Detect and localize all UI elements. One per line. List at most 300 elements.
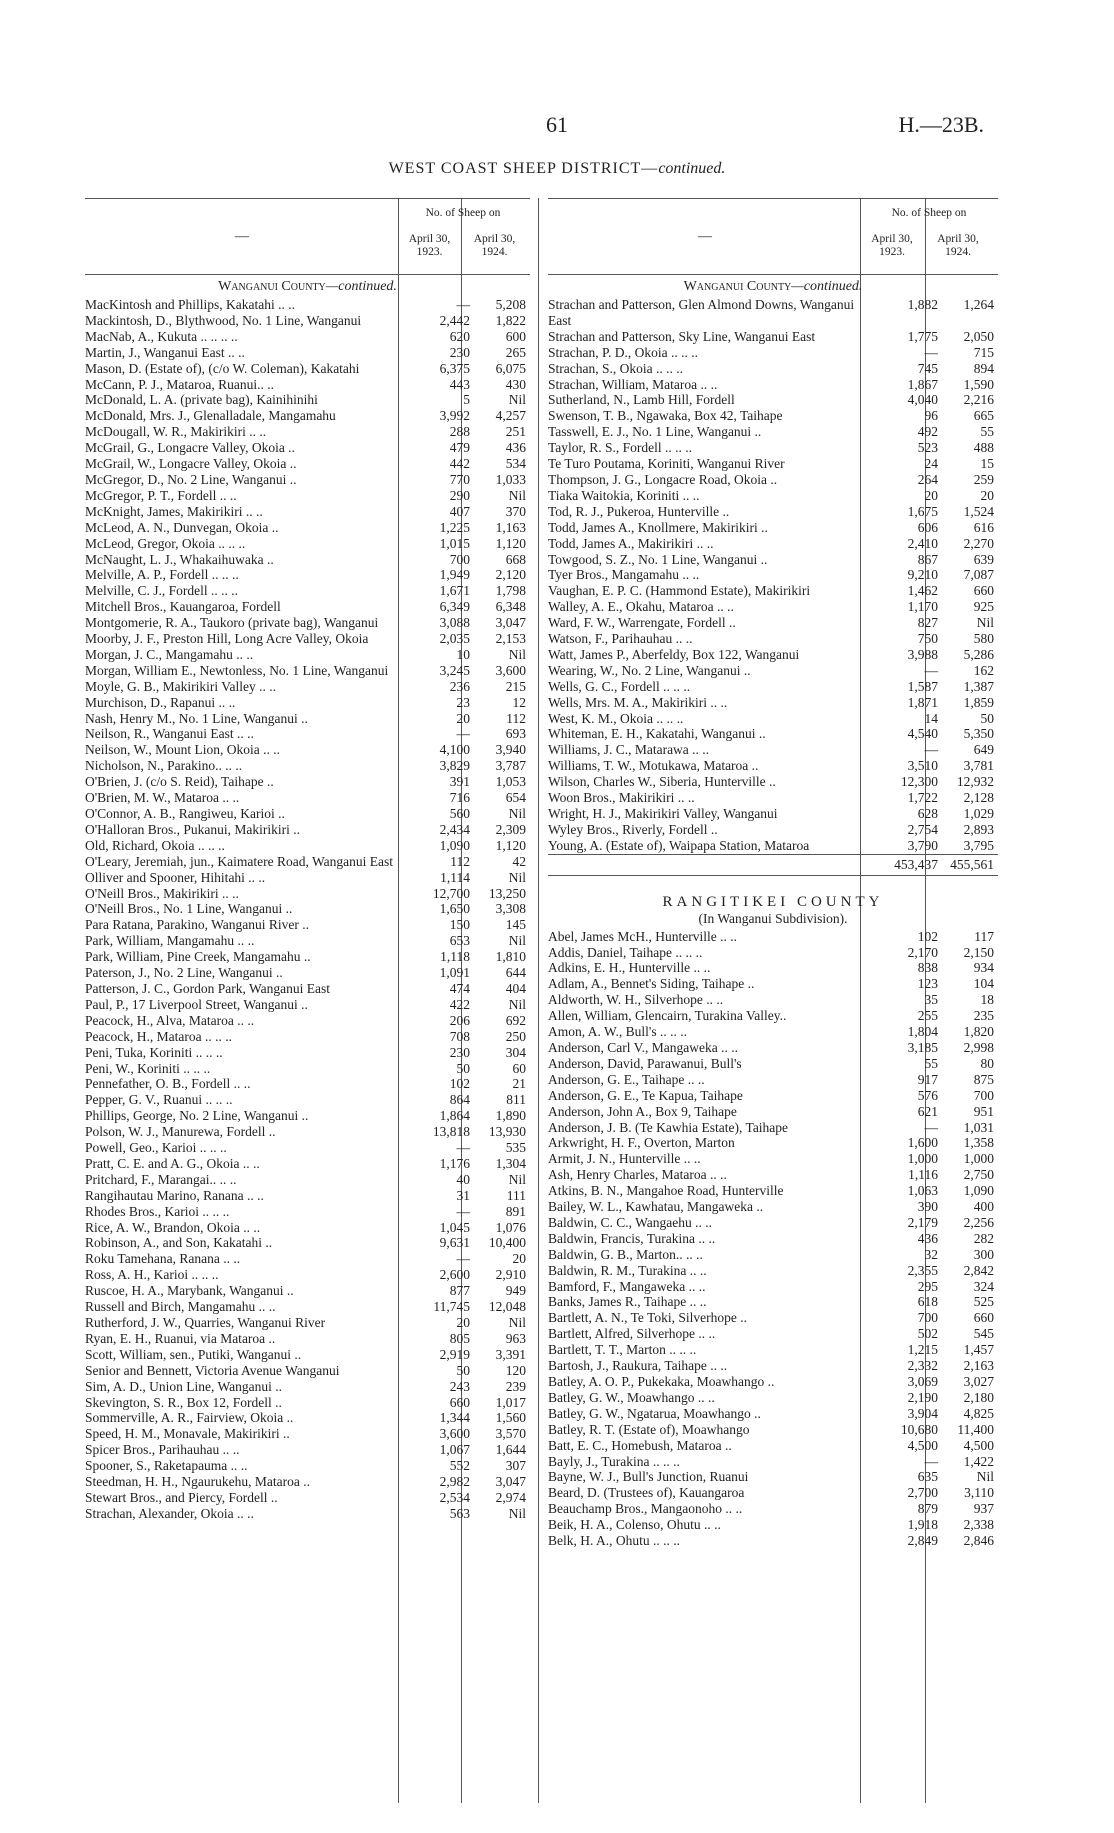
count-1923-cell: 295 xyxy=(917,1278,938,1294)
owner-name-cell: Rangihautau Marino, Ranana .. .. xyxy=(85,1187,264,1203)
count-1923-cell: 32 xyxy=(924,1246,938,1262)
count-1924-cell: 2,163 xyxy=(963,1358,994,1374)
count-1924-cell: 13,250 xyxy=(488,885,526,901)
count-1924-cell: 1,033 xyxy=(495,471,526,487)
owner-name-cell: Ash, Henry Charles, Mataroa .. .. xyxy=(548,1167,727,1183)
count-1923-cell: 236 xyxy=(449,678,470,694)
count-1924-cell: 1,798 xyxy=(495,583,526,599)
totals-table xyxy=(548,854,998,876)
count-1924-cell: 2,910 xyxy=(495,1267,526,1283)
owner-name-cell: Batley, G. W., Moawhango .. .. xyxy=(548,1389,715,1405)
table-row xyxy=(548,1247,998,1263)
table-row xyxy=(85,981,530,997)
county-continued: —continued. xyxy=(791,279,863,294)
table-row xyxy=(85,1315,530,1331)
count-1924-cell: 1,820 xyxy=(963,1024,994,1040)
owner-name-cell: Anderson, Carl V., Mangaweka .. .. xyxy=(548,1039,738,1055)
table-row xyxy=(548,361,998,377)
count-1924-cell: 42 xyxy=(512,853,526,869)
count-1923-cell: 50 xyxy=(456,1060,470,1076)
owner-name-cell: Ryan, E. H., Ruanui, via Mataroa .. xyxy=(85,1330,276,1346)
count-1923-cell: 50 xyxy=(456,1362,470,1378)
table-row xyxy=(548,929,998,945)
owner-name-cell: Addis, Daniel, Taihape .. .. .. xyxy=(548,944,703,960)
table-row xyxy=(548,1040,998,1056)
table-row xyxy=(85,1299,530,1315)
rangitikei-sheep-table xyxy=(548,929,998,1549)
count-1924-cell: 1,644 xyxy=(495,1442,526,1458)
count-1924-cell: 2,128 xyxy=(963,790,994,806)
owner-name-cell: McCann, P. J., Mataroa, Ruanui.. .. xyxy=(85,376,274,392)
table-row xyxy=(548,1199,998,1215)
table-row xyxy=(85,1124,530,1140)
table-row xyxy=(85,1426,530,1442)
table-row xyxy=(548,552,998,568)
count-1923-cell: 1,462 xyxy=(907,583,938,599)
table-row xyxy=(548,726,998,742)
count-1924-cell: 1,053 xyxy=(495,774,526,790)
count-1924-cell: 3,787 xyxy=(495,758,526,774)
count-1923-cell: 230 xyxy=(449,1044,470,1060)
table-row xyxy=(548,1151,998,1167)
count-1923-cell: 1,600 xyxy=(907,1135,938,1151)
owner-name-cell: Batley, G. W., Ngatarua, Moawhango .. xyxy=(548,1405,761,1421)
count-1924-cell: 60 xyxy=(512,1060,526,1076)
owner-name-cell: Williams, J. C., Matarawa .. .. xyxy=(548,742,710,758)
owner-name-cell: Senior and Bennett, Victoria Avenue Wanganui xyxy=(85,1362,340,1378)
count-1923-cell: 750 xyxy=(917,631,938,647)
owner-name-cell: Melville, C. J., Fordell .. .. .. xyxy=(85,583,238,599)
table-row xyxy=(548,583,998,599)
owner-name-cell: Atkins, B. N., Mangahoe Road, Hunterville xyxy=(548,1183,784,1199)
count-1924-cell: 3,391 xyxy=(495,1346,526,1362)
owner-name-cell: West, K. M., Okoia .. .. .. xyxy=(548,710,684,726)
owner-name-cell: Patterson, J. C., Gordon Park, Wanganui East xyxy=(85,980,331,996)
table-row xyxy=(85,1267,530,1283)
owner-name-cell: Melville, A. P., Fordell .. .. .. xyxy=(85,567,239,583)
owner-name-cell: Beard, D. (Trustees of), Kauangaroa xyxy=(548,1485,745,1501)
table-row xyxy=(548,647,998,663)
owner-name-cell: Vaughan, E. P. C. (Hammond Estate), Makirikiri xyxy=(548,583,811,599)
count-1924-cell: 7,087 xyxy=(963,567,994,583)
left-column xyxy=(85,198,530,1522)
count-1923-cell: 1,215 xyxy=(907,1342,938,1358)
owner-name-cell: Abel, James McH., Hunterville .. .. xyxy=(548,928,737,944)
count-1924-cell: 80 xyxy=(980,1055,994,1071)
table-row xyxy=(548,1358,998,1374)
count-1923-cell: 1,045 xyxy=(439,1219,470,1235)
table-row xyxy=(548,1374,998,1390)
count-1923-cell: 4,500 xyxy=(907,1437,938,1453)
count-1924-cell: 307 xyxy=(505,1458,526,1474)
count-1923-cell: 436 xyxy=(917,1230,938,1246)
count-1923-cell: 6,349 xyxy=(439,599,470,615)
table-row xyxy=(85,790,530,806)
count-1924-cell: 5,208 xyxy=(495,297,526,312)
owner-name-cell: Batley, R. T. (Estate of), Moawhango xyxy=(548,1421,750,1437)
count-1924-cell: 239 xyxy=(505,1378,526,1394)
count-1923-cell: 700 xyxy=(917,1310,938,1326)
table-row xyxy=(85,1331,530,1347)
count-1924-cell: 2,050 xyxy=(963,328,994,344)
count-1923-cell: — xyxy=(924,1119,938,1135)
count-1924-cell: 1,090 xyxy=(963,1183,994,1199)
table-row xyxy=(548,838,998,854)
count-1923-cell: 917 xyxy=(917,1071,938,1087)
col-header-1924: April 30, 1924. xyxy=(473,233,516,258)
count-1924-cell: 580 xyxy=(973,631,994,647)
count-1924-cell: 600 xyxy=(505,328,526,344)
table-row xyxy=(548,631,998,647)
table-row xyxy=(85,838,530,854)
district-title xyxy=(0,160,1114,178)
count-1924-cell: 5,350 xyxy=(963,726,994,742)
owner-name-cell: Bayly, J., Turakina .. .. .. xyxy=(548,1453,680,1469)
count-1923-cell: 3,904 xyxy=(907,1405,938,1421)
count-1923-cell: 5 xyxy=(463,392,470,408)
total-1923: 453,437 xyxy=(886,854,942,875)
sheet-code: H.—23B. xyxy=(898,112,984,137)
table-row xyxy=(85,758,530,774)
count-1923-cell: 2,849 xyxy=(907,1533,938,1549)
owner-name-cell: Anderson, David, Parawanui, Bull's xyxy=(548,1055,742,1071)
count-1923-cell: 2,700 xyxy=(907,1485,938,1501)
right-table-header xyxy=(548,198,998,275)
owner-name-cell: Spooner, S., Raketapauma .. .. xyxy=(85,1458,248,1474)
owner-name-cell: Baldwin, R. M., Turakina .. .. xyxy=(548,1262,707,1278)
count-1924-cell: 4,500 xyxy=(963,1437,994,1453)
owner-name-cell: Te Turo Poutama, Koriniti, Wanganui River xyxy=(548,456,785,472)
owner-name-cell: Baldwin, G. B., Marton.. .. .. xyxy=(548,1246,703,1262)
count-1923-cell: 1,116 xyxy=(908,1167,938,1183)
owner-name-cell: Adkins, E. H., Hunterville .. .. xyxy=(548,960,711,976)
count-1924-cell: 665 xyxy=(973,408,994,424)
owner-name-cell: Pritchard, F., Marangai.. .. .. xyxy=(85,1171,237,1187)
owner-name-cell: Russell and Birch, Mangamahu .. .. xyxy=(85,1299,276,1315)
count-1924-cell: Nil xyxy=(976,1469,994,1485)
count-1924-cell: 50 xyxy=(980,710,994,726)
count-1924-cell: 20 xyxy=(512,1251,526,1267)
count-1923-cell: 1,804 xyxy=(907,1024,938,1040)
table-row xyxy=(548,695,998,711)
table-row xyxy=(548,806,998,822)
table-row xyxy=(548,1501,998,1517)
count-1924-cell: 660 xyxy=(973,1310,994,1326)
count-1924-cell: 545 xyxy=(973,1326,994,1342)
count-1924-cell: 3,047 xyxy=(495,615,526,631)
count-1923-cell: 6,375 xyxy=(439,360,470,376)
count-1924-cell: 2,216 xyxy=(963,392,994,408)
count-1924-cell: 3,027 xyxy=(963,1374,994,1389)
owner-name-cell: McGregor, D., No. 2 Line, Wanganui .. xyxy=(85,471,297,487)
count-1923-cell: 55 xyxy=(924,1055,938,1071)
owner-name-cell: Ward, F. W., Warrengate, Fordell .. xyxy=(548,615,736,631)
owner-name-cell: Strachan, P. D., Okoia .. .. .. xyxy=(548,344,698,360)
table-row xyxy=(85,345,530,361)
table-row xyxy=(548,392,998,408)
count-1924-cell: 2,338 xyxy=(963,1517,994,1533)
count-1923-cell: 1,063 xyxy=(907,1183,938,1199)
table-row xyxy=(85,1156,530,1172)
owner-name-cell: Beauchamp Bros., Mangaonoho .. .. xyxy=(548,1501,743,1517)
page-number: 61 xyxy=(546,112,568,137)
owner-name-cell: Whiteman, E. H., Kakatahi, Wanganui .. xyxy=(548,726,766,742)
owner-name-cell: Skevington, S. R., Box 12, Fordell .. xyxy=(85,1394,282,1410)
count-1923-cell: 2,919 xyxy=(439,1346,470,1362)
count-1924-cell: 13,930 xyxy=(488,1124,526,1140)
count-1923-cell: 879 xyxy=(917,1501,938,1517)
totals-spacer xyxy=(548,854,886,875)
owner-name-cell: Wilson, Charles W., Siberia, Hunterville .. xyxy=(548,774,776,790)
owner-name-cell: Strachan and Patterson, Sky Line, Wanganui East xyxy=(548,328,816,344)
count-1924-cell: 2,309 xyxy=(495,821,526,837)
table-row xyxy=(548,742,998,758)
table-row xyxy=(548,1438,998,1454)
count-1923-cell: 3,829 xyxy=(439,758,470,774)
count-1924-cell: 20 xyxy=(980,487,994,503)
owner-name-cell: Powell, Geo., Karioi .. .. .. xyxy=(85,1140,227,1156)
owner-name-cell: Wright, H. J., Makirikiri Valley, Wanganui xyxy=(548,806,778,821)
count-1923-cell: 14 xyxy=(924,710,938,726)
table-row xyxy=(85,631,530,647)
owner-name-cell: Sim, A. D., Union Line, Wanganui .. xyxy=(85,1378,283,1394)
count-1923-cell: 290 xyxy=(449,487,470,503)
owner-name-cell: Phillips, George, No. 2 Line, Wanganui .. xyxy=(85,1108,309,1124)
count-1924-cell: 259 xyxy=(973,471,994,487)
owner-name-cell: Baldwin, C. C., Wangaehu .. .. xyxy=(548,1214,713,1230)
owner-name-cell: Morgan, J. C., Mangamahu .. .. xyxy=(85,646,254,662)
count-1923-cell: 3,185 xyxy=(907,1039,938,1055)
count-1924-cell: 934 xyxy=(973,960,994,976)
table-row xyxy=(548,774,998,790)
count-1923-cell: 12,700 xyxy=(432,885,470,901)
owner-name-cell: McDougall, W. R., Makirikiri .. .. xyxy=(85,424,267,440)
owner-name-cell: Murchison, D., Rapanui .. .. xyxy=(85,694,236,710)
table-row xyxy=(85,1395,530,1411)
table-row xyxy=(548,1135,998,1151)
owner-name-cell: Roku Tamehana, Ranana .. .. xyxy=(85,1251,241,1267)
count-1924-cell: 715 xyxy=(973,344,994,360)
table-row xyxy=(548,1294,998,1310)
count-1923-cell: 877 xyxy=(449,1283,470,1299)
count-1924-cell: 111 xyxy=(506,1187,526,1203)
count-1924-cell: 2,750 xyxy=(963,1167,994,1183)
table-row xyxy=(548,1088,998,1104)
count-1923-cell: 4,540 xyxy=(907,726,938,742)
count-1924-cell: 1,590 xyxy=(963,376,994,392)
owner-name-cell: Belk, H. A., Ohutu .. .. .. xyxy=(548,1533,681,1549)
owner-name-cell: Park, William, Mangamahu .. .. xyxy=(85,933,255,949)
owner-name-cell: McNaught, L. J., Whakaihuwaka .. xyxy=(85,551,274,567)
count-1923-cell: 1,176 xyxy=(439,1155,470,1171)
count-1923-cell: 1,118 xyxy=(440,949,470,965)
count-1924-cell: 3,600 xyxy=(495,662,526,678)
table-row xyxy=(85,1458,530,1474)
table-row xyxy=(85,1172,530,1188)
count-1923-cell: 621 xyxy=(917,1103,938,1119)
owner-name-cell: Neilson, R., Wanganui East .. .. xyxy=(85,726,254,742)
count-1924-cell: 324 xyxy=(973,1278,994,1294)
count-1923-cell: 628 xyxy=(917,806,938,821)
table-row xyxy=(85,933,530,949)
owner-name-cell: Pennefather, O. B., Fordell .. .. xyxy=(85,1076,251,1092)
count-1924-cell: 1,387 xyxy=(963,678,994,694)
count-1923-cell: 31 xyxy=(456,1187,470,1203)
count-1924-cell: 1,017 xyxy=(495,1394,526,1410)
count-1923-cell: 745 xyxy=(917,360,938,376)
count-1924-cell: 112 xyxy=(506,710,526,726)
table-row xyxy=(85,1235,530,1251)
owner-name-cell: Rutherford, J. W., Quarries, Wanganui River xyxy=(85,1315,326,1330)
owner-name-cell: MacKintosh and Phillips, Kakatahi .. .. xyxy=(85,297,295,312)
table-row xyxy=(85,1506,530,1522)
owner-name-cell: Martin, J., Wanganui East .. .. xyxy=(85,344,245,360)
table-row xyxy=(548,1422,998,1438)
count-1924-cell: 644 xyxy=(505,965,526,981)
count-1924-cell: Nil xyxy=(508,1171,526,1187)
count-1924-cell: 4,257 xyxy=(495,408,526,424)
count-1923-cell: 1,650 xyxy=(439,901,470,917)
count-1923-cell: 560 xyxy=(449,806,470,821)
table-row xyxy=(548,1104,998,1120)
count-1924-cell: 963 xyxy=(505,1330,526,1346)
count-1923-cell: 1,867 xyxy=(907,376,938,392)
owner-name-cell: Tasswell, E. J., No. 1 Line, Wanganui .. xyxy=(548,424,762,440)
table-row xyxy=(85,1490,530,1506)
count-1923-cell: 102 xyxy=(917,928,938,944)
count-1923-cell: 1,015 xyxy=(439,535,470,551)
table-row xyxy=(85,567,530,583)
table-row xyxy=(85,1013,530,1029)
count-1924-cell: 2,256 xyxy=(963,1214,994,1230)
owner-name-cell: Todd, James A., Makirikiri .. .. xyxy=(548,535,714,551)
count-1924-cell: 534 xyxy=(505,456,526,472)
owner-name-cell: McLeod, A. N., Dunvegan, Okoia .. xyxy=(85,519,279,535)
owner-name-cell: Bartlett, Alfred, Silverhope .. .. xyxy=(548,1326,716,1342)
owner-name-cell: Watson, F., Parihauhau .. .. xyxy=(548,631,693,647)
count-1924-cell: 654 xyxy=(505,790,526,806)
totals-row xyxy=(548,854,998,875)
count-1923-cell: 23 xyxy=(456,694,470,710)
table-row xyxy=(548,536,998,552)
count-1923-cell: 1,225 xyxy=(439,519,470,535)
count-1923-cell: 9,210 xyxy=(907,567,938,583)
table-row xyxy=(85,1442,530,1458)
table-row xyxy=(85,1474,530,1490)
count-1924-cell: 1,076 xyxy=(495,1219,526,1235)
owner-name-cell: Polson, W. J., Manurewa, Fordell .. xyxy=(85,1124,276,1140)
count-1923-cell: 3,245 xyxy=(439,662,470,678)
count-1924-cell: 5,286 xyxy=(963,646,994,662)
count-1924-cell: 4,825 xyxy=(963,1405,994,1421)
count-1923-cell: 2,332 xyxy=(907,1358,938,1374)
count-1924-cell: 875 xyxy=(973,1071,994,1087)
table-row xyxy=(85,1220,530,1236)
count-1923-cell: 618 xyxy=(917,1294,938,1310)
owner-name-cell: Peacock, H., Alva, Mataroa .. .. xyxy=(85,1012,255,1028)
table-row xyxy=(85,1251,530,1267)
owner-name-cell: Bartosh, J., Raukura, Taihape .. .. xyxy=(548,1358,728,1374)
owner-name-cell: Tiaka Waitokia, Koriniti .. .. xyxy=(548,487,700,503)
count-1923-cell: — xyxy=(456,1140,470,1156)
table-row xyxy=(548,377,998,393)
count-1923-cell: 1,344 xyxy=(439,1410,470,1426)
table-row xyxy=(548,1024,998,1040)
table-row xyxy=(548,1167,998,1183)
table-row xyxy=(85,1140,530,1156)
table-row xyxy=(548,345,998,361)
owner-name-cell: McGregor, P. T., Fordell .. .. xyxy=(85,487,237,503)
count-1923-cell: 4,100 xyxy=(439,742,470,758)
count-1923-cell: — xyxy=(456,726,470,742)
count-1924-cell: 2,846 xyxy=(963,1533,994,1549)
table-row xyxy=(85,536,530,552)
count-1923-cell: 2,190 xyxy=(907,1389,938,1405)
owner-name-cell: Bamford, F., Mangaweka .. .. xyxy=(548,1278,706,1294)
table-row xyxy=(85,1061,530,1077)
count-1923-cell: 492 xyxy=(917,424,938,440)
header-dash: — xyxy=(698,229,712,244)
count-1923-cell: 2,355 xyxy=(907,1262,938,1278)
owner-name-cell: Tyer Bros., Mangamahu .. .. xyxy=(548,567,700,583)
count-1923-cell: 422 xyxy=(449,996,470,1012)
count-1924-cell: 1,029 xyxy=(963,806,994,821)
table-row xyxy=(548,711,998,727)
count-1924-cell: Nil xyxy=(508,869,526,885)
count-1924-cell: 1,524 xyxy=(963,503,994,519)
owner-name-cell: Bartlett, T. T., Marton .. .. .. xyxy=(548,1342,697,1358)
count-1924-cell: 304 xyxy=(505,1044,526,1060)
table-row xyxy=(548,424,998,440)
owner-name-cell: Olliver and Spooner, Hihitahi .. .. xyxy=(85,869,266,885)
sheep-count-group-label: No. of Sheep on xyxy=(891,207,967,219)
count-1923-cell: 708 xyxy=(449,1028,470,1044)
county-heading xyxy=(85,279,530,295)
table-row xyxy=(85,552,530,568)
county2-title: RANGITIKEI COUNTY xyxy=(662,893,884,910)
count-1924-cell: 1,822 xyxy=(495,312,526,328)
table-row xyxy=(85,1108,530,1124)
owner-name-cell: O'Leary, Jeremiah, jun., Kaimatere Road, Wanganui East xyxy=(85,853,393,869)
table-row xyxy=(85,297,530,313)
owner-name-cell: McGrail, W., Longacre Valley, Okoia .. xyxy=(85,456,297,472)
table-row xyxy=(85,1347,530,1363)
owner-name-cell: Steedman, H. H., Ngaurukehu, Mataroa .. xyxy=(85,1474,310,1490)
count-1923-cell: 523 xyxy=(917,440,938,456)
owner-name-cell: Strachan, S., Okoia .. .. .. xyxy=(548,360,683,376)
owner-name-cell: Rhodes Bros., Karioi .. .. .. xyxy=(85,1203,230,1219)
count-1923-cell: 112 xyxy=(450,853,470,869)
table-row xyxy=(85,901,530,917)
owner-name-cell: Watt, James P., Aberfeldy, Box 122, Wanganui xyxy=(548,646,800,662)
count-1924-cell: 2,150 xyxy=(963,944,994,960)
count-1923-cell: 502 xyxy=(917,1326,938,1342)
table-row xyxy=(548,1056,998,1072)
col-header-1923: April 30, 1923. xyxy=(408,233,451,258)
district-title-main: WEST COAST SHEEP DISTRICT— xyxy=(388,160,659,177)
count-1923-cell: 443 xyxy=(449,376,470,392)
table-row xyxy=(548,1390,998,1406)
owner-name-cell: O'Neill Bros., Makirikiri .. .. xyxy=(85,885,239,901)
count-1924-cell: 1,163 xyxy=(495,519,526,535)
owner-name-cell: Aldworth, W. H., Silverhope .. .. xyxy=(548,992,724,1008)
count-1923-cell: 150 xyxy=(449,917,470,933)
owner-name-cell: McGrail, G., Longacre Valley, Okoia .. xyxy=(85,440,295,456)
owner-name-cell: Anderson, John A., Box 9, Taihape xyxy=(548,1103,737,1119)
count-1923-cell: 3,600 xyxy=(439,1426,470,1442)
count-1923-cell: 1,000 xyxy=(907,1151,938,1167)
table-row xyxy=(85,313,530,329)
